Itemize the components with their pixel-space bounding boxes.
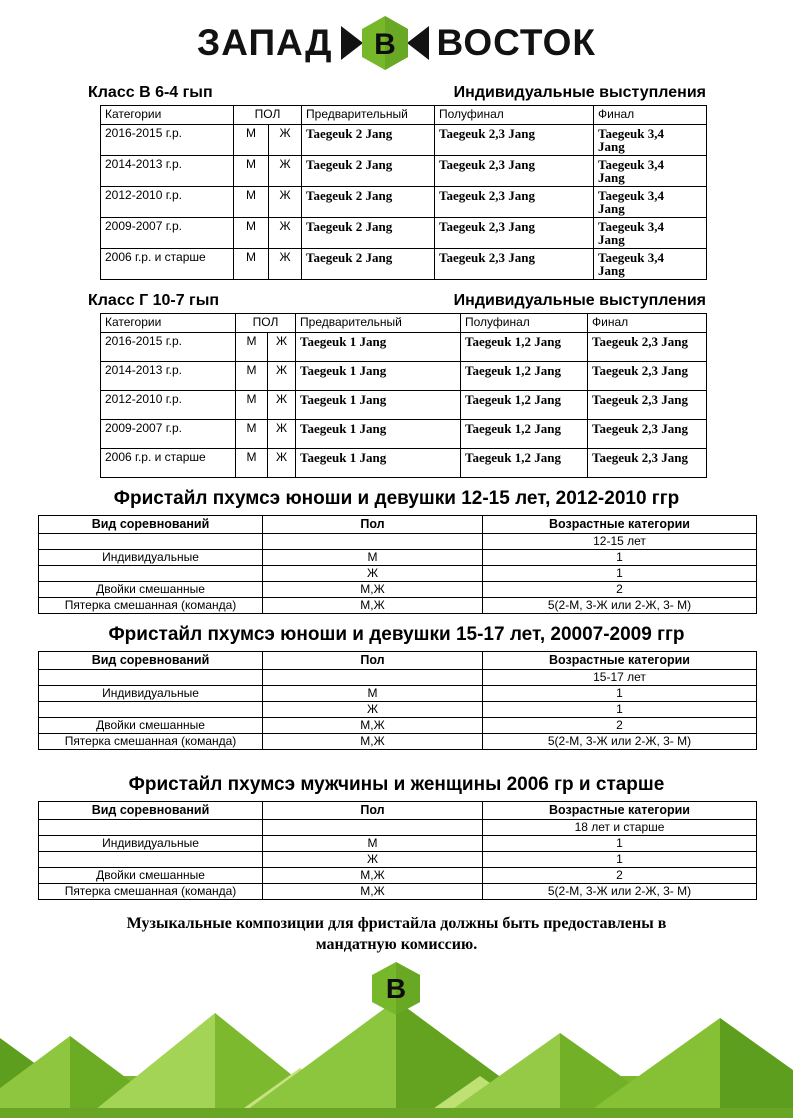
cell-count: 5(2-М, 3-Ж или 2-Ж, 3- М) <box>483 884 757 900</box>
cell-count: 1 <box>483 566 757 582</box>
col-header-preliminary: Предварительный <box>296 314 461 333</box>
table-header-row <box>39 516 757 534</box>
cell-male: М <box>236 420 268 449</box>
col-header-final: Финал <box>588 314 707 333</box>
cell-empty <box>39 670 263 686</box>
cell-kind: Двойки смешанные <box>39 582 263 598</box>
cell-preliminary: Taegeuk 2 Jang <box>302 218 435 249</box>
table-row <box>39 852 757 868</box>
brand-letter: В <box>373 28 396 61</box>
cell-male: М <box>234 125 269 156</box>
cell-male: М <box>236 333 268 362</box>
brand-hexagon-icon <box>337 14 433 72</box>
logo-text-zapad: ЗАПАД <box>197 22 333 63</box>
cell-preliminary: Taegeuk 2 Jang <box>302 125 435 156</box>
table-row <box>101 333 707 362</box>
table-row <box>39 566 757 582</box>
cell-semifinal: Taegeuk 1,2 Jang <box>461 362 588 391</box>
cell-preliminary: Taegeuk 1 Jang <box>296 420 461 449</box>
col-header-kind: Вид соревнований <box>39 516 263 534</box>
music-note: Музыкальные композиции для фристайла должны быть предоставлены в мандатную комиссию. <box>126 915 667 953</box>
cell-count: 2 <box>483 718 757 734</box>
cell-preliminary: Taegeuk 1 Jang <box>296 391 461 420</box>
cell-final: Taegeuk 3,4 Jang <box>594 218 707 249</box>
cell-kind: Пятерка смешанная (команда) <box>39 884 263 900</box>
cell-empty <box>263 534 483 550</box>
cell-kind <box>39 702 263 718</box>
freestyle-table-15-17 <box>38 651 757 750</box>
col-header-kind: Вид соревнований <box>39 802 263 820</box>
bottom-mountains-decoration <box>0 958 793 1118</box>
table-row <box>39 582 757 598</box>
class-b-heading <box>88 84 706 102</box>
table-row <box>39 734 757 750</box>
cell-category: 2012-2010 г.р. <box>101 391 236 420</box>
cell-final: Taegeuk 2,3 Jang <box>588 420 707 449</box>
col-header-category: Категории <box>101 106 234 125</box>
age-row <box>39 534 757 550</box>
cell-female: Ж <box>269 156 302 187</box>
cell-male: М <box>236 391 268 420</box>
table-row <box>39 686 757 702</box>
table-row <box>101 449 707 478</box>
cell-male: М <box>236 362 268 391</box>
cell-female: Ж <box>269 218 302 249</box>
cell-sex: М <box>263 836 483 852</box>
col-header-sex: ПОЛ <box>234 106 302 125</box>
cell-female: Ж <box>268 391 296 420</box>
cell-count: 1 <box>483 550 757 566</box>
cell-male: М <box>234 156 269 187</box>
cell-sex: М <box>263 686 483 702</box>
cell-male: М <box>234 187 269 218</box>
cell-count: 1 <box>483 836 757 852</box>
col-header-category: Категории <box>101 314 236 333</box>
cell-male: М <box>236 449 268 478</box>
class-g-table <box>100 313 707 478</box>
cell-sex: Ж <box>263 852 483 868</box>
cell-count: 5(2-М, 3-Ж или 2-Ж, 3- М) <box>483 598 757 614</box>
table-row <box>101 125 707 156</box>
table-row <box>101 187 707 218</box>
table-row <box>39 836 757 852</box>
cell-count: 1 <box>483 852 757 868</box>
cell-semifinal: Taegeuk 1,2 Jang <box>461 333 588 362</box>
cell-preliminary: Taegeuk 1 Jang <box>296 362 461 391</box>
table-header-row <box>39 802 757 820</box>
class-g-heading <box>88 292 706 310</box>
cell-age: 12-15 лет <box>483 534 757 550</box>
cell-male: М <box>234 218 269 249</box>
class-section-g <box>0 292 793 478</box>
cell-female: Ж <box>268 362 296 391</box>
freestyle-title: Фристайл пхумсэ мужчины и женщины 2006 гр и старше <box>128 774 665 795</box>
col-header-semifinal: Полуфинал <box>461 314 588 333</box>
col-header-age: Возрастные категории <box>483 516 757 534</box>
table-row <box>39 702 757 718</box>
cell-category: 2016-2015 г.р. <box>101 333 236 362</box>
cell-preliminary: Taegeuk 1 Jang <box>296 333 461 362</box>
col-header-final: Финал <box>594 106 707 125</box>
cell-kind: Индивидуальные <box>39 836 263 852</box>
table-header-row <box>39 652 757 670</box>
table-header-row <box>101 106 707 125</box>
cell-kind <box>39 852 263 868</box>
cell-category: 2009-2007 г.р. <box>101 420 236 449</box>
cell-sex: М,Ж <box>263 868 483 884</box>
cell-female: Ж <box>268 333 296 362</box>
cell-final: Taegeuk 3,4 Jang <box>594 187 707 218</box>
cell-category: 2012-2010 г.р. <box>101 187 234 218</box>
table-row <box>101 249 707 280</box>
cell-final: Taegeuk 3,4 Jang <box>594 125 707 156</box>
cell-kind: Индивидуальные <box>39 550 263 566</box>
cell-sex: М,Ж <box>263 718 483 734</box>
cell-kind <box>39 566 263 582</box>
col-header-sex: Пол <box>263 802 483 820</box>
cell-semifinal: Taegeuk 2,3 Jang <box>435 187 594 218</box>
cell-empty <box>263 820 483 836</box>
cell-female: Ж <box>269 125 302 156</box>
freestyle-title: Фристайл пхумсэ юноши и девушки 12-15 лет, 2012-2010 ггр <box>113 488 680 509</box>
class-g-title: Класс Г 10-7 гып <box>88 292 220 309</box>
cell-category: 2014-2013 г.р. <box>101 362 236 391</box>
col-header-sex: Пол <box>263 516 483 534</box>
cell-final: Taegeuk 2,3 Jang <box>588 391 707 420</box>
col-header-semifinal: Полуфинал <box>435 106 594 125</box>
col-header-sex: ПОЛ <box>236 314 296 333</box>
cell-semifinal: Taegeuk 2,3 Jang <box>435 125 594 156</box>
cell-final: Taegeuk 3,4 Jang <box>594 156 707 187</box>
cell-kind: Двойки смешанные <box>39 718 263 734</box>
class-b-title: Класс В 6-4 гып <box>88 84 213 101</box>
cell-empty <box>39 534 263 550</box>
cell-female: Ж <box>268 449 296 478</box>
age-row <box>39 820 757 836</box>
cell-category: 2016-2015 г.р. <box>101 125 234 156</box>
table-row <box>101 156 707 187</box>
cell-empty <box>263 670 483 686</box>
table-row <box>39 868 757 884</box>
class-b-subtitle: Индивидуальные выступления <box>453 84 706 101</box>
cell-female: Ж <box>268 420 296 449</box>
cell-sex: Ж <box>263 702 483 718</box>
table-row <box>39 718 757 734</box>
cell-count: 5(2-М, 3-Ж или 2-Ж, 3- М) <box>483 734 757 750</box>
cell-sex: М,Ж <box>263 598 483 614</box>
cell-semifinal: Taegeuk 2,3 Jang <box>435 218 594 249</box>
bottom-hexagon-badge <box>372 962 420 1015</box>
table-row <box>101 420 707 449</box>
freestyle-table-adults <box>38 801 757 900</box>
cell-kind: Пятерка смешанная (команда) <box>39 598 263 614</box>
age-row <box>39 670 757 686</box>
class-g-subtitle: Индивидуальные выступления <box>453 292 706 309</box>
table-row <box>39 884 757 900</box>
cell-kind: Двойки смешанные <box>39 868 263 884</box>
table-row <box>101 362 707 391</box>
cell-final: Taegeuk 2,3 Jang <box>588 362 707 391</box>
cell-age: 18 лет и старше <box>483 820 757 836</box>
table-row <box>101 218 707 249</box>
cell-count: 2 <box>483 582 757 598</box>
cell-semifinal: Taegeuk 1,2 Jang <box>461 420 588 449</box>
cell-female: Ж <box>269 249 302 280</box>
cell-preliminary: Taegeuk 2 Jang <box>302 249 435 280</box>
col-header-sex: Пол <box>263 652 483 670</box>
cell-preliminary: Taegeuk 2 Jang <box>302 156 435 187</box>
cell-final: Taegeuk 2,3 Jang <box>588 449 707 478</box>
cell-preliminary: Taegeuk 2 Jang <box>302 187 435 218</box>
cell-sex: М,Ж <box>263 734 483 750</box>
cell-kind: Индивидуальные <box>39 686 263 702</box>
col-header-age: Возрастные категории <box>483 652 757 670</box>
class-b-table <box>100 105 707 280</box>
cell-age: 15-17 лет <box>483 670 757 686</box>
table-header-row <box>101 314 707 333</box>
cell-sex: М,Ж <box>263 582 483 598</box>
cell-count: 1 <box>483 686 757 702</box>
col-header-age: Возрастные категории <box>483 802 757 820</box>
cell-kind: Пятерка смешанная (команда) <box>39 734 263 750</box>
cell-category: 2006 г.р. и старше <box>101 449 236 478</box>
table-row <box>39 550 757 566</box>
freestyle-table-12-15 <box>38 515 757 614</box>
cell-semifinal: Taegeuk 1,2 Jang <box>461 391 588 420</box>
cell-female: Ж <box>269 187 302 218</box>
table-row <box>101 391 707 420</box>
cell-final: Taegeuk 2,3 Jang <box>588 333 707 362</box>
col-header-kind: Вид соревнований <box>39 652 263 670</box>
freestyle-section-15-17 <box>0 624 793 750</box>
cell-semifinal: Taegeuk 2,3 Jang <box>435 156 594 187</box>
cell-category: 2014-2013 г.р. <box>101 156 234 187</box>
freestyle-title: Фристайл пхумсэ юноши и девушки 15-17 лет, 20007-2009 ггр <box>108 624 685 645</box>
logo <box>0 0 793 72</box>
cell-final: Taegeuk 3,4 Jang <box>594 249 707 280</box>
logo-text-vostok: ВОСТОК <box>436 22 596 63</box>
col-header-preliminary: Предварительный <box>302 106 435 125</box>
freestyle-section-adults <box>0 774 793 900</box>
cell-empty <box>39 820 263 836</box>
freestyle-section-12-15 <box>0 488 793 614</box>
cell-count: 1 <box>483 702 757 718</box>
cell-sex: Ж <box>263 566 483 582</box>
cell-preliminary: Taegeuk 1 Jang <box>296 449 461 478</box>
cell-semifinal: Taegeuk 1,2 Jang <box>461 449 588 478</box>
cell-male: М <box>234 249 269 280</box>
cell-sex: М <box>263 550 483 566</box>
cell-count: 2 <box>483 868 757 884</box>
bottom-brand-letter: В <box>385 973 407 1004</box>
table-row <box>39 598 757 614</box>
cell-sex: М,Ж <box>263 884 483 900</box>
cell-semifinal: Taegeuk 2,3 Jang <box>435 249 594 280</box>
class-section-b <box>0 84 793 280</box>
cell-category: 2009-2007 г.р. <box>101 218 234 249</box>
cell-category: 2006 г.р. и старше <box>101 249 234 280</box>
